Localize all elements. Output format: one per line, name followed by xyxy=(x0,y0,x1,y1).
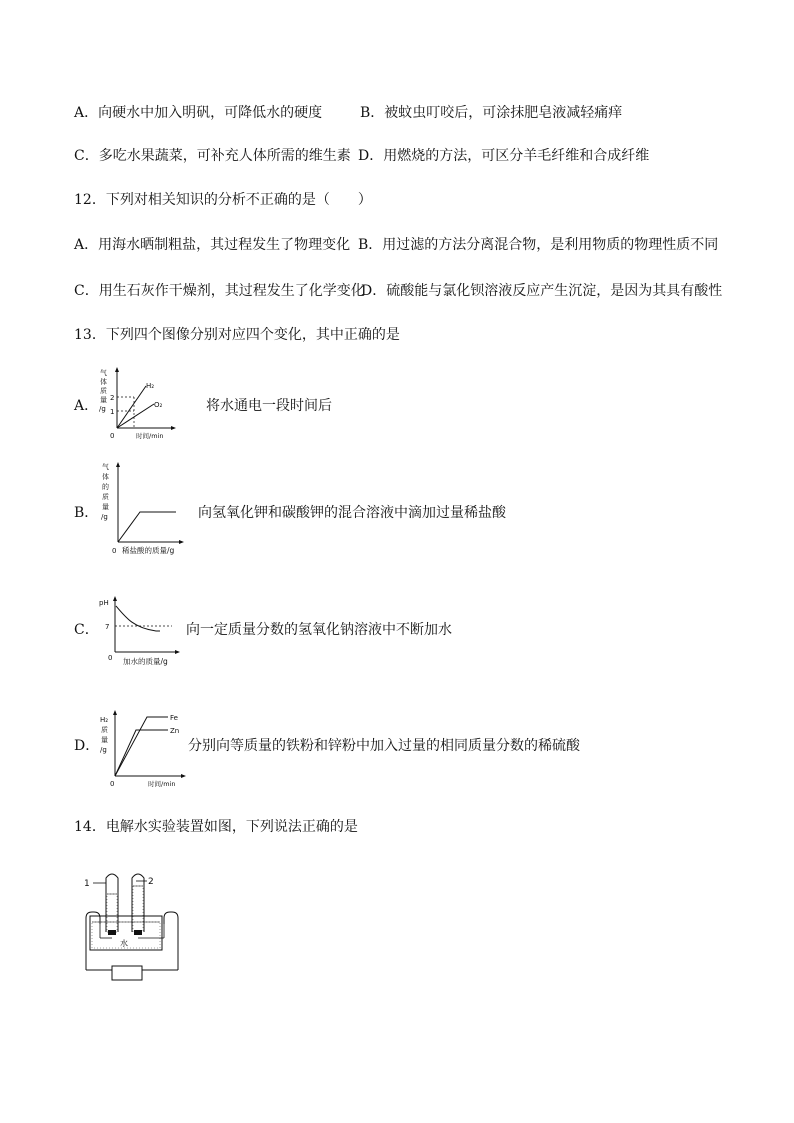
q14-tube-1-water xyxy=(107,894,117,932)
q12-option-a: A．用海水晒制粗盐，其过程发生了物理变化 xyxy=(74,237,351,253)
q13-b-x-arrow xyxy=(179,540,184,544)
q13-a-y-arrow xyxy=(115,367,119,372)
q14-wire-left xyxy=(86,912,100,970)
q13-c-curve xyxy=(116,606,160,631)
q13-a-x-arrow xyxy=(171,426,176,430)
q11-option-row-1 xyxy=(74,103,322,123)
q13-a-desc: 将水通电一段时间后 xyxy=(206,398,332,414)
q13-c-origin: 0 xyxy=(108,654,113,662)
q13-a-ytick-1: 1 xyxy=(110,408,115,416)
q13-c-ylabel: pH xyxy=(99,599,109,607)
q11-option-b-wrap xyxy=(360,103,622,123)
q14-electrode-2 xyxy=(134,930,142,935)
q13-b-chart xyxy=(96,460,196,558)
q11-option-a: A．向硬水中加入明矾，可降低水的硬度 xyxy=(74,105,323,121)
q12-stem: 12．下列对相关知识的分析不正确的是（ ） xyxy=(74,192,372,208)
q13-d-desc: 分别向等质量的铁粉和锌粉中加入过量的相同质量分数的稀硫酸 xyxy=(188,738,580,754)
q14-electrolysis-apparatus xyxy=(74,866,198,990)
q13-b-y-arrow xyxy=(116,462,120,467)
q13-d-x-arrow xyxy=(181,774,186,778)
q14-tube-1 xyxy=(106,874,118,932)
q14-power-supply xyxy=(112,966,142,980)
q13-b-ylabel-5: 量 xyxy=(102,503,109,511)
q12-option-c: C．用生石灰作干燥剂，其过程发生了化学变化 xyxy=(74,283,365,299)
q12-option-d: D．硫酸能与氯化钡溶液反应产生沉淀，是因为其具有酸性 xyxy=(361,283,723,299)
q13-d-series-zn: Zn xyxy=(170,727,180,735)
q13-a-ylabel-4: 量 xyxy=(100,396,107,404)
q14-tube-2-water xyxy=(133,886,143,932)
q13-d-ylabel-3: 量 xyxy=(101,736,108,744)
q13-b-ylabel-3: 的 xyxy=(102,483,109,491)
q13-c-chart xyxy=(96,592,186,670)
q13-a-xlabel: 时间/min xyxy=(136,432,164,440)
q11-option-row-2 xyxy=(74,146,351,166)
q13-d-line-fe xyxy=(115,717,168,776)
q13-b-xlabel: 稀盐酸的质量/g xyxy=(122,546,175,555)
q13-b-ylabel-4: 质 xyxy=(102,493,109,501)
q13-c-desc: 向一定质量分数的氢氧化钠溶液中不断加水 xyxy=(186,622,452,638)
q13-b-label: B． xyxy=(74,505,99,521)
q13-c-label: C． xyxy=(74,622,99,638)
q14-tube-label-2: 2 xyxy=(148,877,154,887)
q13-stem: 13．下列四个图像分别对应四个变化，其中正确的是 xyxy=(74,327,400,343)
q13-d-origin: 0 xyxy=(110,780,115,788)
q14-water-label: 水 xyxy=(120,939,128,948)
q13-d-y-arrow xyxy=(113,710,117,715)
q13-a-ylabel-5: /g xyxy=(99,405,106,413)
q13-a-ylabel-3: 质 xyxy=(100,387,107,395)
q13-d-chart xyxy=(96,706,190,790)
q13-a-chart xyxy=(96,366,180,442)
q14-wire-right xyxy=(164,912,178,970)
q13-b-desc: 向氢氧化钾和碳酸钾的混合溶液中滴加过量稀盐酸 xyxy=(198,505,506,521)
q13-d-series-fe: Fe xyxy=(170,714,178,722)
q11-option-c: C．多吃水果蔬菜，可补充人体所需的维生素 xyxy=(74,148,351,164)
q14-tube-label-1: 1 xyxy=(84,879,90,889)
q13-d-xlabel: 时间/min xyxy=(148,780,176,788)
q13-d-ylabel-2: 质 xyxy=(101,726,108,734)
q14-tube-2 xyxy=(132,874,144,932)
q13-a-ylabel-1: 气 xyxy=(100,369,107,377)
q13-c-y-arrow xyxy=(113,596,117,601)
q13-d-ylabel-1: H₂ xyxy=(100,716,109,724)
q14-electrode-1 xyxy=(108,930,116,935)
q13-d-line-zn xyxy=(115,730,168,776)
q11-option-d-wrap xyxy=(358,146,649,166)
q13-d-ylabel-4: /g xyxy=(100,746,107,754)
q14-stem: 14．电解水实验装置如图，下列说法正确的是 xyxy=(74,819,358,835)
q13-c-xlabel: 加水的质量/g xyxy=(123,657,168,666)
q13-b-origin: 0 xyxy=(112,547,117,555)
q13-a-line-o2 xyxy=(117,404,154,428)
q13-c-ytick-7: 7 xyxy=(105,623,110,631)
q13-c-x-arrow xyxy=(175,650,180,654)
q13-d-label: D． xyxy=(74,738,100,754)
q13-a-line-h2 xyxy=(117,386,146,428)
q11-option-b: B．被蚊虫叮咬后，可涂抹肥皂液减轻痛痒 xyxy=(360,105,623,121)
q13-b-ylabel-1: 气 xyxy=(102,463,109,471)
q13-a-origin: 0 xyxy=(110,432,115,440)
q13-b-ylabel-6: /g xyxy=(101,513,108,521)
q13-a-series-o2: O₂ xyxy=(154,401,163,409)
q11-option-d: D．用燃烧的方法，可区分羊毛纤维和合成纤维 xyxy=(358,148,650,164)
q13-a-series-h2: H₂ xyxy=(146,382,155,390)
q13-a-ylabel-2: 体 xyxy=(100,378,107,386)
q13-b-ylabel-2: 体 xyxy=(102,473,109,481)
q13-b-curve xyxy=(118,512,176,542)
q13-a-label: A． xyxy=(74,398,99,414)
q12-option-b: B．用过滤的方法分离混合物，是利用物质的物理性质不同 xyxy=(358,237,719,253)
q13-a-ytick-2: 2 xyxy=(110,394,115,402)
